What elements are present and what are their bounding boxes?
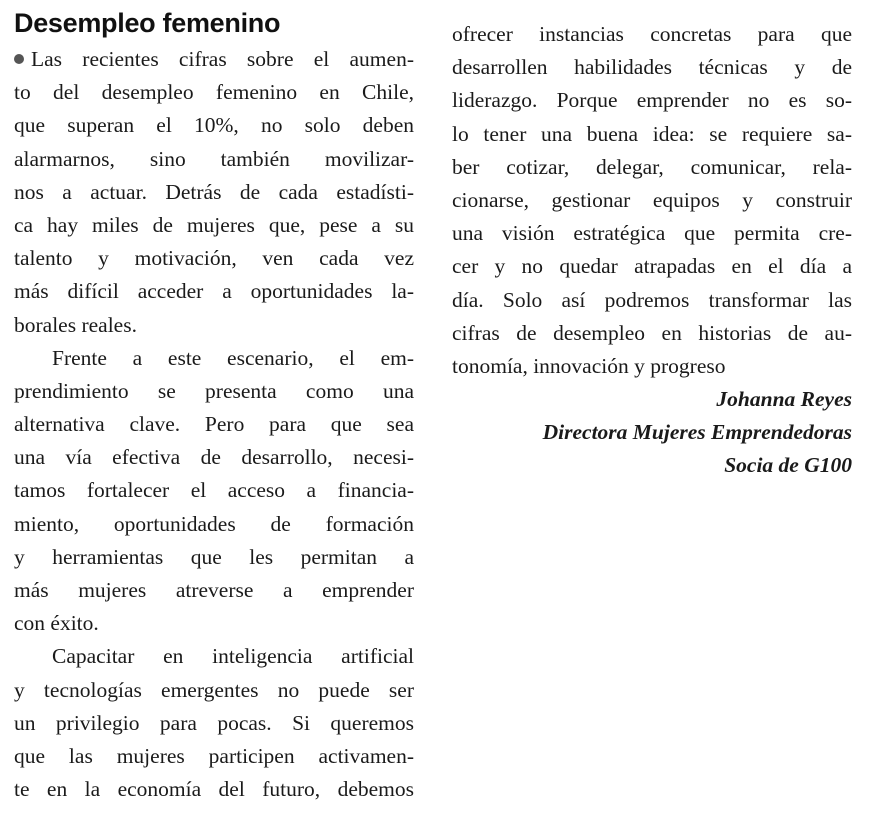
text-line: nos a actuar. Detrás de cada estadísti- <box>14 179 414 204</box>
text-line: alternativa clave. Pero para que sea <box>14 412 414 437</box>
text-line: borales reales. <box>14 312 137 337</box>
author-role: Directora Mujeres Emprendedoras <box>542 420 852 445</box>
text-line: Frente a este escenario, el em- <box>52 345 414 370</box>
author-name: Johanna Reyes <box>716 387 852 412</box>
text-line: Capacitar en inteligencia artificial <box>52 644 414 669</box>
text-line: liderazgo. Porque emprender no es so- <box>452 88 852 113</box>
text-line: cionarse, gestionar equipos y construir <box>452 187 852 212</box>
text-line: miento, oportunidades de formación <box>14 511 414 536</box>
author-affiliation: Socia de G100 <box>724 453 852 478</box>
text-line: más mujeres atreverse a emprender <box>14 578 414 602</box>
text-line: cer y no quedar atrapadas en el día a <box>452 254 852 279</box>
text-line: ber cotizar, delegar, comunicar, rela- <box>452 154 852 179</box>
article-title: Desempleo femenino <box>14 8 281 38</box>
text-line: con éxito. <box>14 611 99 636</box>
text-line: que las mujeres participen activamen- <box>14 743 414 768</box>
text-line: talento y motivación, ven cada vez <box>14 246 414 271</box>
text-line: ofrecer instancias concretas para que <box>452 22 852 46</box>
text-line: tonomía, innovación y progreso <box>452 353 726 378</box>
text-line: lo tener una buena idea: se requiere sa- <box>452 121 852 146</box>
bullet-icon <box>14 54 24 64</box>
text-line: desarrollen habilidades técnicas y de <box>452 55 852 80</box>
text-line: Las recientes cifras sobre el aumen- <box>14 43 414 76</box>
text-line: más difícil acceder a oportunidades la- <box>14 279 414 304</box>
left-column <box>14 43 414 806</box>
text-line: un privilegio para pocas. Si queremos <box>14 710 414 735</box>
text-line: to del desempleo femenino en Chile, <box>14 80 414 105</box>
right-column <box>452 18 852 483</box>
text-line: que superan el 10%, no solo deben <box>14 113 414 138</box>
text-line: una vía efectiva de desarrollo, necesi- <box>14 445 414 470</box>
text-line: ca hay miles de mujeres que, pese a su <box>14 212 414 237</box>
text-line: alarmarnos, sino también movilizar- <box>14 146 414 171</box>
text-line: día. Solo así podremos transformar las <box>452 287 852 312</box>
text-line: una visión estratégica que permita cre- <box>452 221 852 246</box>
text-line: cifras de desempleo en historias de au- <box>452 320 852 345</box>
text-line: prendimiento se presenta como una <box>14 378 414 403</box>
text-line: y tecnologías emergentes no puede ser <box>14 677 414 702</box>
text-line: y herramientas que les permitan a <box>14 544 414 569</box>
text-line: tamos fortalecer el acceso a financia- <box>14 478 414 503</box>
text-line: te en la economía del futuro, debemos <box>14 777 414 802</box>
